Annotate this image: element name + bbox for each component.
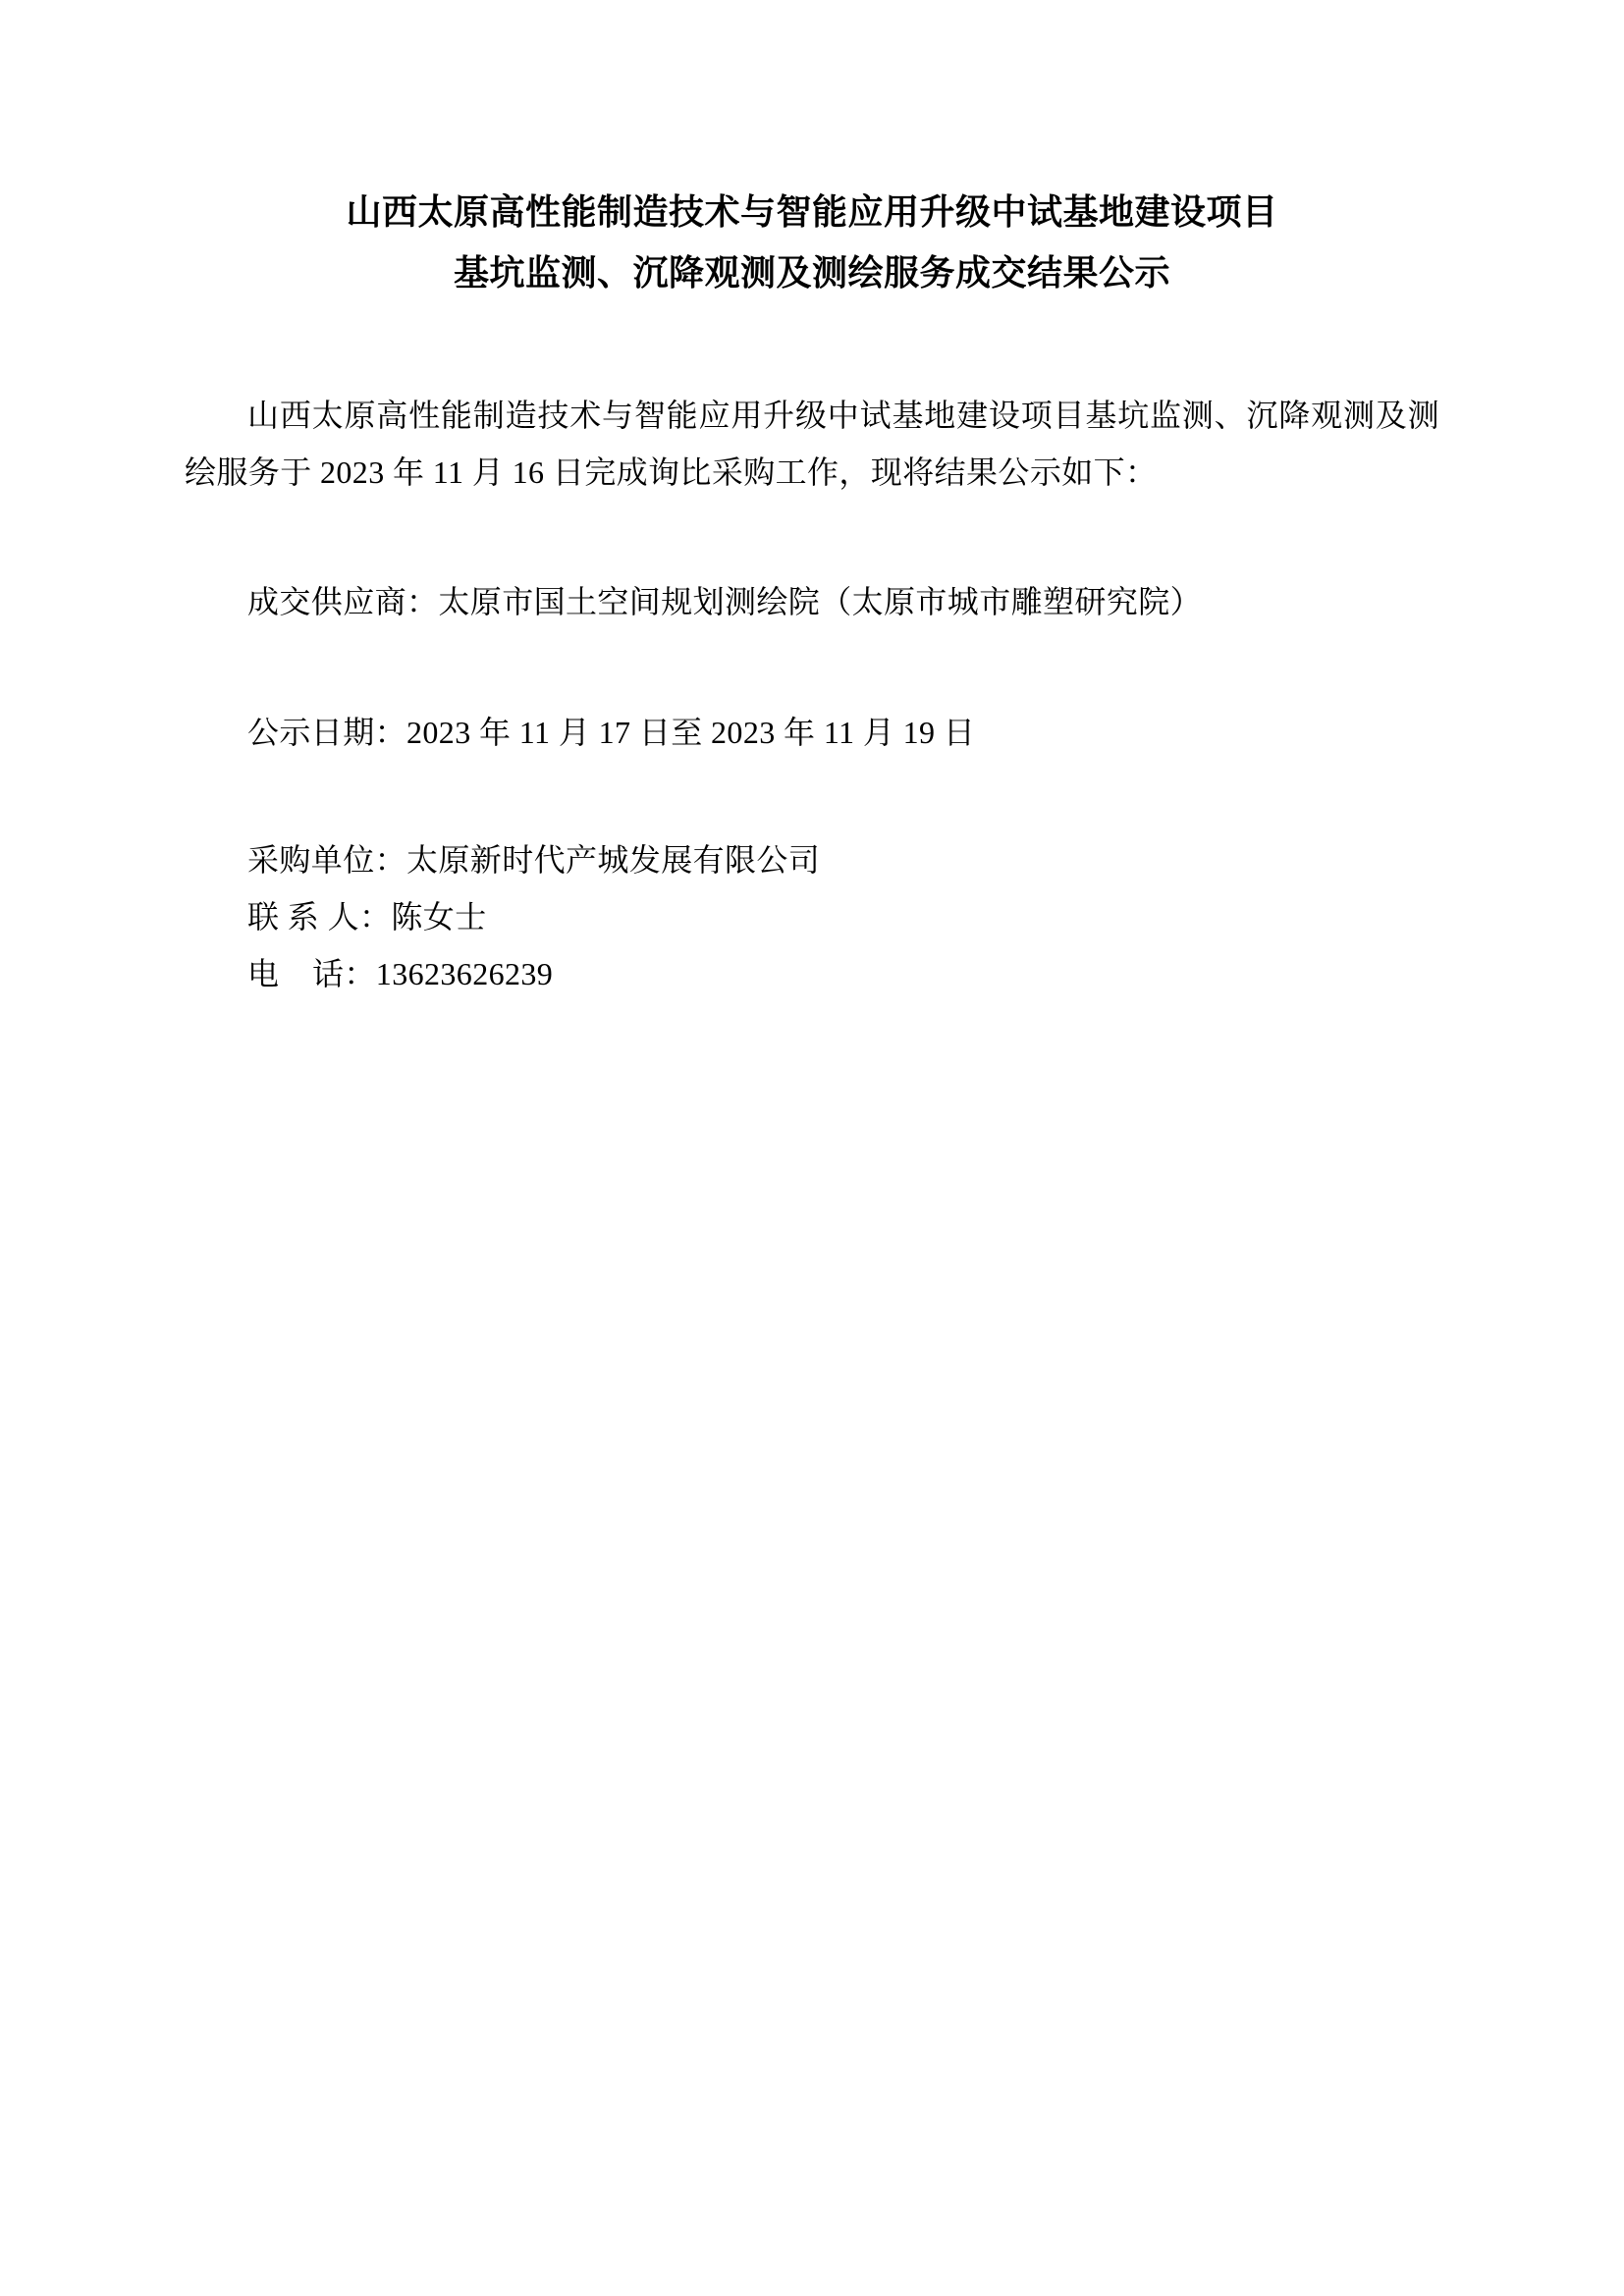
page-title-line-2: 基坑监测、沉降观测及测绘服务成交结果公示	[453, 252, 1170, 293]
page-title-line-1: 山西太原高性能制造技术与智能应用升级中试基地建设项目	[346, 192, 1278, 232]
paragraph-gap-3	[185, 761, 1439, 831]
supplier-paragraph: 成交供应商：太原市国土空间规划测绘院（太原市城市雕塑研究院）	[247, 584, 1203, 620]
paragraph-gap-1	[185, 501, 1439, 573]
telephone-line: 电 话：13623626239	[247, 956, 554, 992]
contact-person-line: 联 系 人：陈女士	[247, 898, 487, 934]
document-body	[185, 387, 1439, 1003]
purchaser-line: 采购单位：太原新时代产城发展有限公司	[247, 841, 821, 878]
page-title	[185, 183, 1439, 304]
document-content	[185, 183, 1439, 1002]
title-spacer	[185, 304, 1439, 387]
paragraph-gap-2	[185, 631, 1439, 704]
intro-paragraph: 山西太原高性能制造技术与智能应用升级中试基地建设项目基坑监测、沉降观测及测绘服务于 2023 年 11 月 16 日完成询比采购工作，现将结果公示如下：	[185, 397, 1439, 491]
publicity-date-paragraph: 公示日期：2023 年 11 月 17 日至 2023 年 11 月 19 日	[247, 714, 976, 750]
